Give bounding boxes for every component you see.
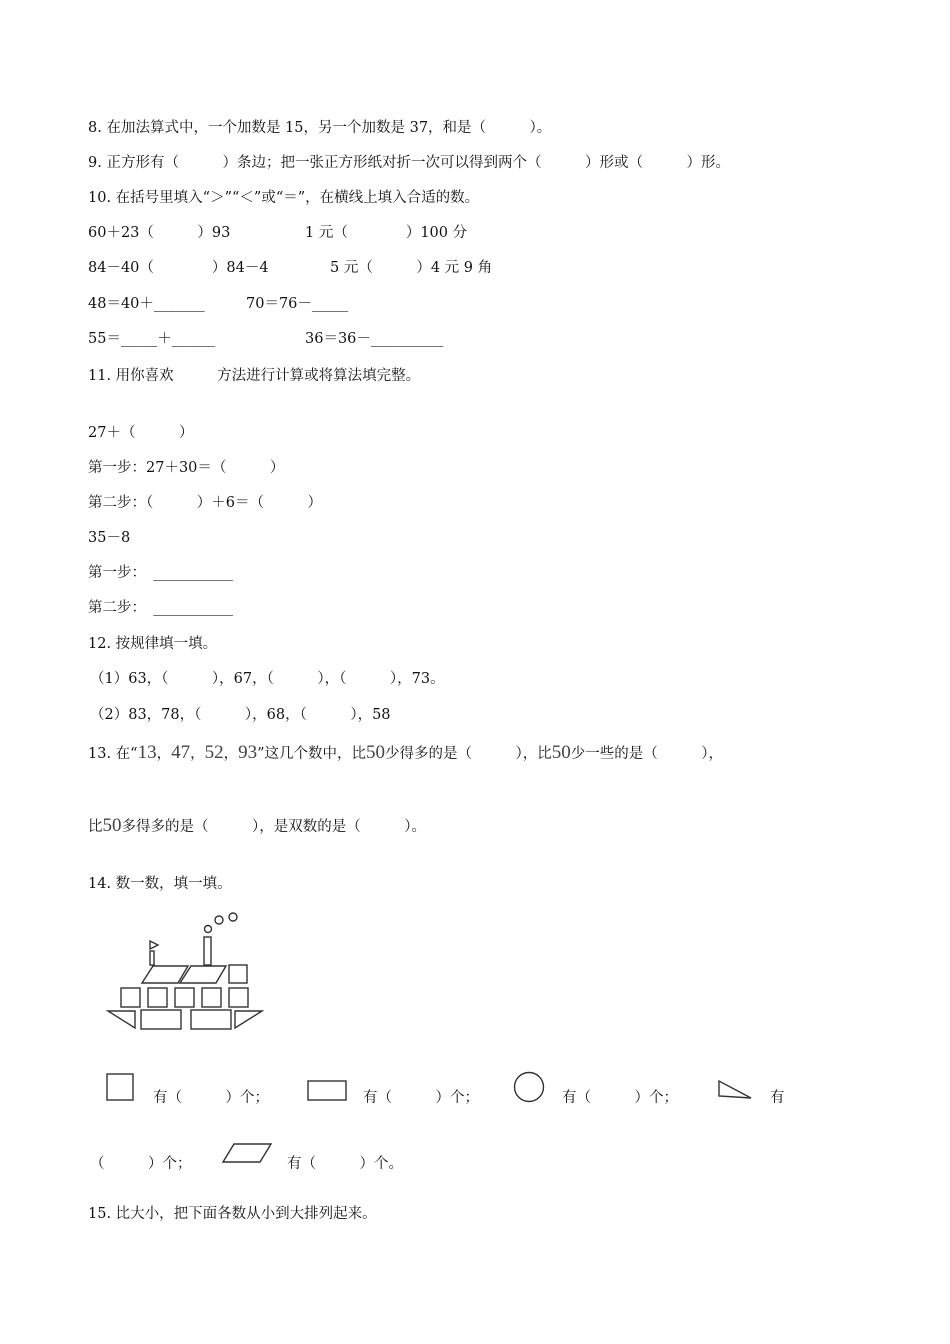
square-row-4 [202, 988, 221, 1007]
rectangle-left [141, 1010, 181, 1029]
q10-row3-right: 70＝76－_____ [246, 296, 349, 312]
parallelogram-icon [221, 1142, 275, 1166]
circle-icon [513, 1071, 547, 1105]
question-9: 9. 正方形有（ ）条边；把一张正方形纸对折一次可以得到两个（ ）形或（ ）形。 [88, 155, 730, 171]
count-rectangle: 有（ ）个； [363, 1090, 479, 1106]
q11-expr2: 35－8 [88, 530, 131, 546]
question-14-title: 14. 数一数，填一填。 [88, 876, 232, 892]
triangle-icon [717, 1079, 757, 1103]
q10-row4-right: 36＝36－__________ [305, 331, 444, 347]
rectangle-right [191, 1010, 231, 1029]
question-11-title: 11. 用你喜欢 方法进行计算或将算法填完整。 [88, 368, 421, 384]
q11-expr1: 27＋（ ） [88, 425, 194, 441]
question-8: 8. 在加法算式中，一个加数是 15，另一个加数是 37，和是（ ）。 [88, 120, 552, 136]
question-13-line1: 13. 在“13，47，52，93”这几个数中，比50少得多的是（ ），比50少一些的是（ ）， [88, 742, 724, 763]
question-15: 15. 比大小，把下面各数从小到大排列起来。 [88, 1206, 377, 1222]
smoke-circle-3 [229, 913, 237, 921]
question-10-title: 10. 在括号里填入“＞”“＜”或“＝”，在横线上填入合适的数。 [88, 190, 480, 206]
smoke-circle-1 [205, 926, 212, 933]
count-triangle-label: 有 [770, 1090, 785, 1106]
q10-row3-left: 48＝40＋_______ [88, 296, 205, 312]
square-row-2 [148, 988, 167, 1007]
q13-number-4: 93 [238, 742, 258, 763]
ship-flag [150, 941, 158, 949]
q10-row2-left: 84－40（ ）84－4 [88, 260, 269, 276]
question-13-line2: 比50多得多的是（ ），是双数的是（ ）。 [88, 815, 426, 836]
q10-row4-left: 55＝_____＋______ [88, 331, 216, 347]
q10-row2-right: 5 元（ ）4 元 9 角 [330, 260, 493, 276]
count-square: 有（ ）个； [153, 1090, 269, 1106]
q13-number-3: 52 [204, 742, 224, 763]
square-row-3 [175, 988, 194, 1007]
square-row-5 [229, 988, 248, 1007]
square-row-1 [121, 988, 140, 1007]
question-12-title: 12. 按规律填一填。 [88, 636, 218, 652]
q13-fifty-1: 50 [366, 742, 386, 763]
q10-row1-right: 1 元（ ）100 分 [305, 225, 468, 241]
q11-expr2-step1: 第一步： ___________ [88, 565, 233, 581]
q11-expr1-step2: 第二步：（ ）＋6＝（ ） [88, 495, 322, 511]
q13-fifty-2: 50 [551, 742, 571, 763]
triangle-right [235, 1011, 262, 1028]
count-parallelogram: 有（ ）个。 [287, 1156, 403, 1172]
q13-number-1: 13 [137, 742, 157, 763]
ship-flag-pole [150, 951, 154, 965]
count-triangle: （ ）个； [90, 1156, 192, 1172]
triangle-left [108, 1011, 135, 1028]
q12-part2: （2）83，78，（ ），68，（ ），58 [90, 707, 391, 723]
square-icon [106, 1073, 136, 1103]
square-top [229, 965, 247, 983]
q13-number-2: 47 [171, 742, 191, 763]
q13-fifty-3: 50 [102, 815, 122, 836]
q10-row1-left: 60＋23（ ）93 [88, 225, 231, 241]
ship-figure [105, 911, 265, 1036]
count-circle: 有（ ）个； [562, 1090, 678, 1106]
smoke-circle-2 [215, 916, 223, 924]
q12-part1: （1）63，（ ），67，（ ），（ ），73。 [90, 671, 445, 687]
q11-expr2-step2: 第二步： ___________ [88, 600, 233, 616]
ship-chimney [204, 937, 211, 965]
q11-expr1-step1: 第一步：27＋30＝（ ） [88, 460, 285, 476]
rectangle-icon [307, 1080, 349, 1104]
